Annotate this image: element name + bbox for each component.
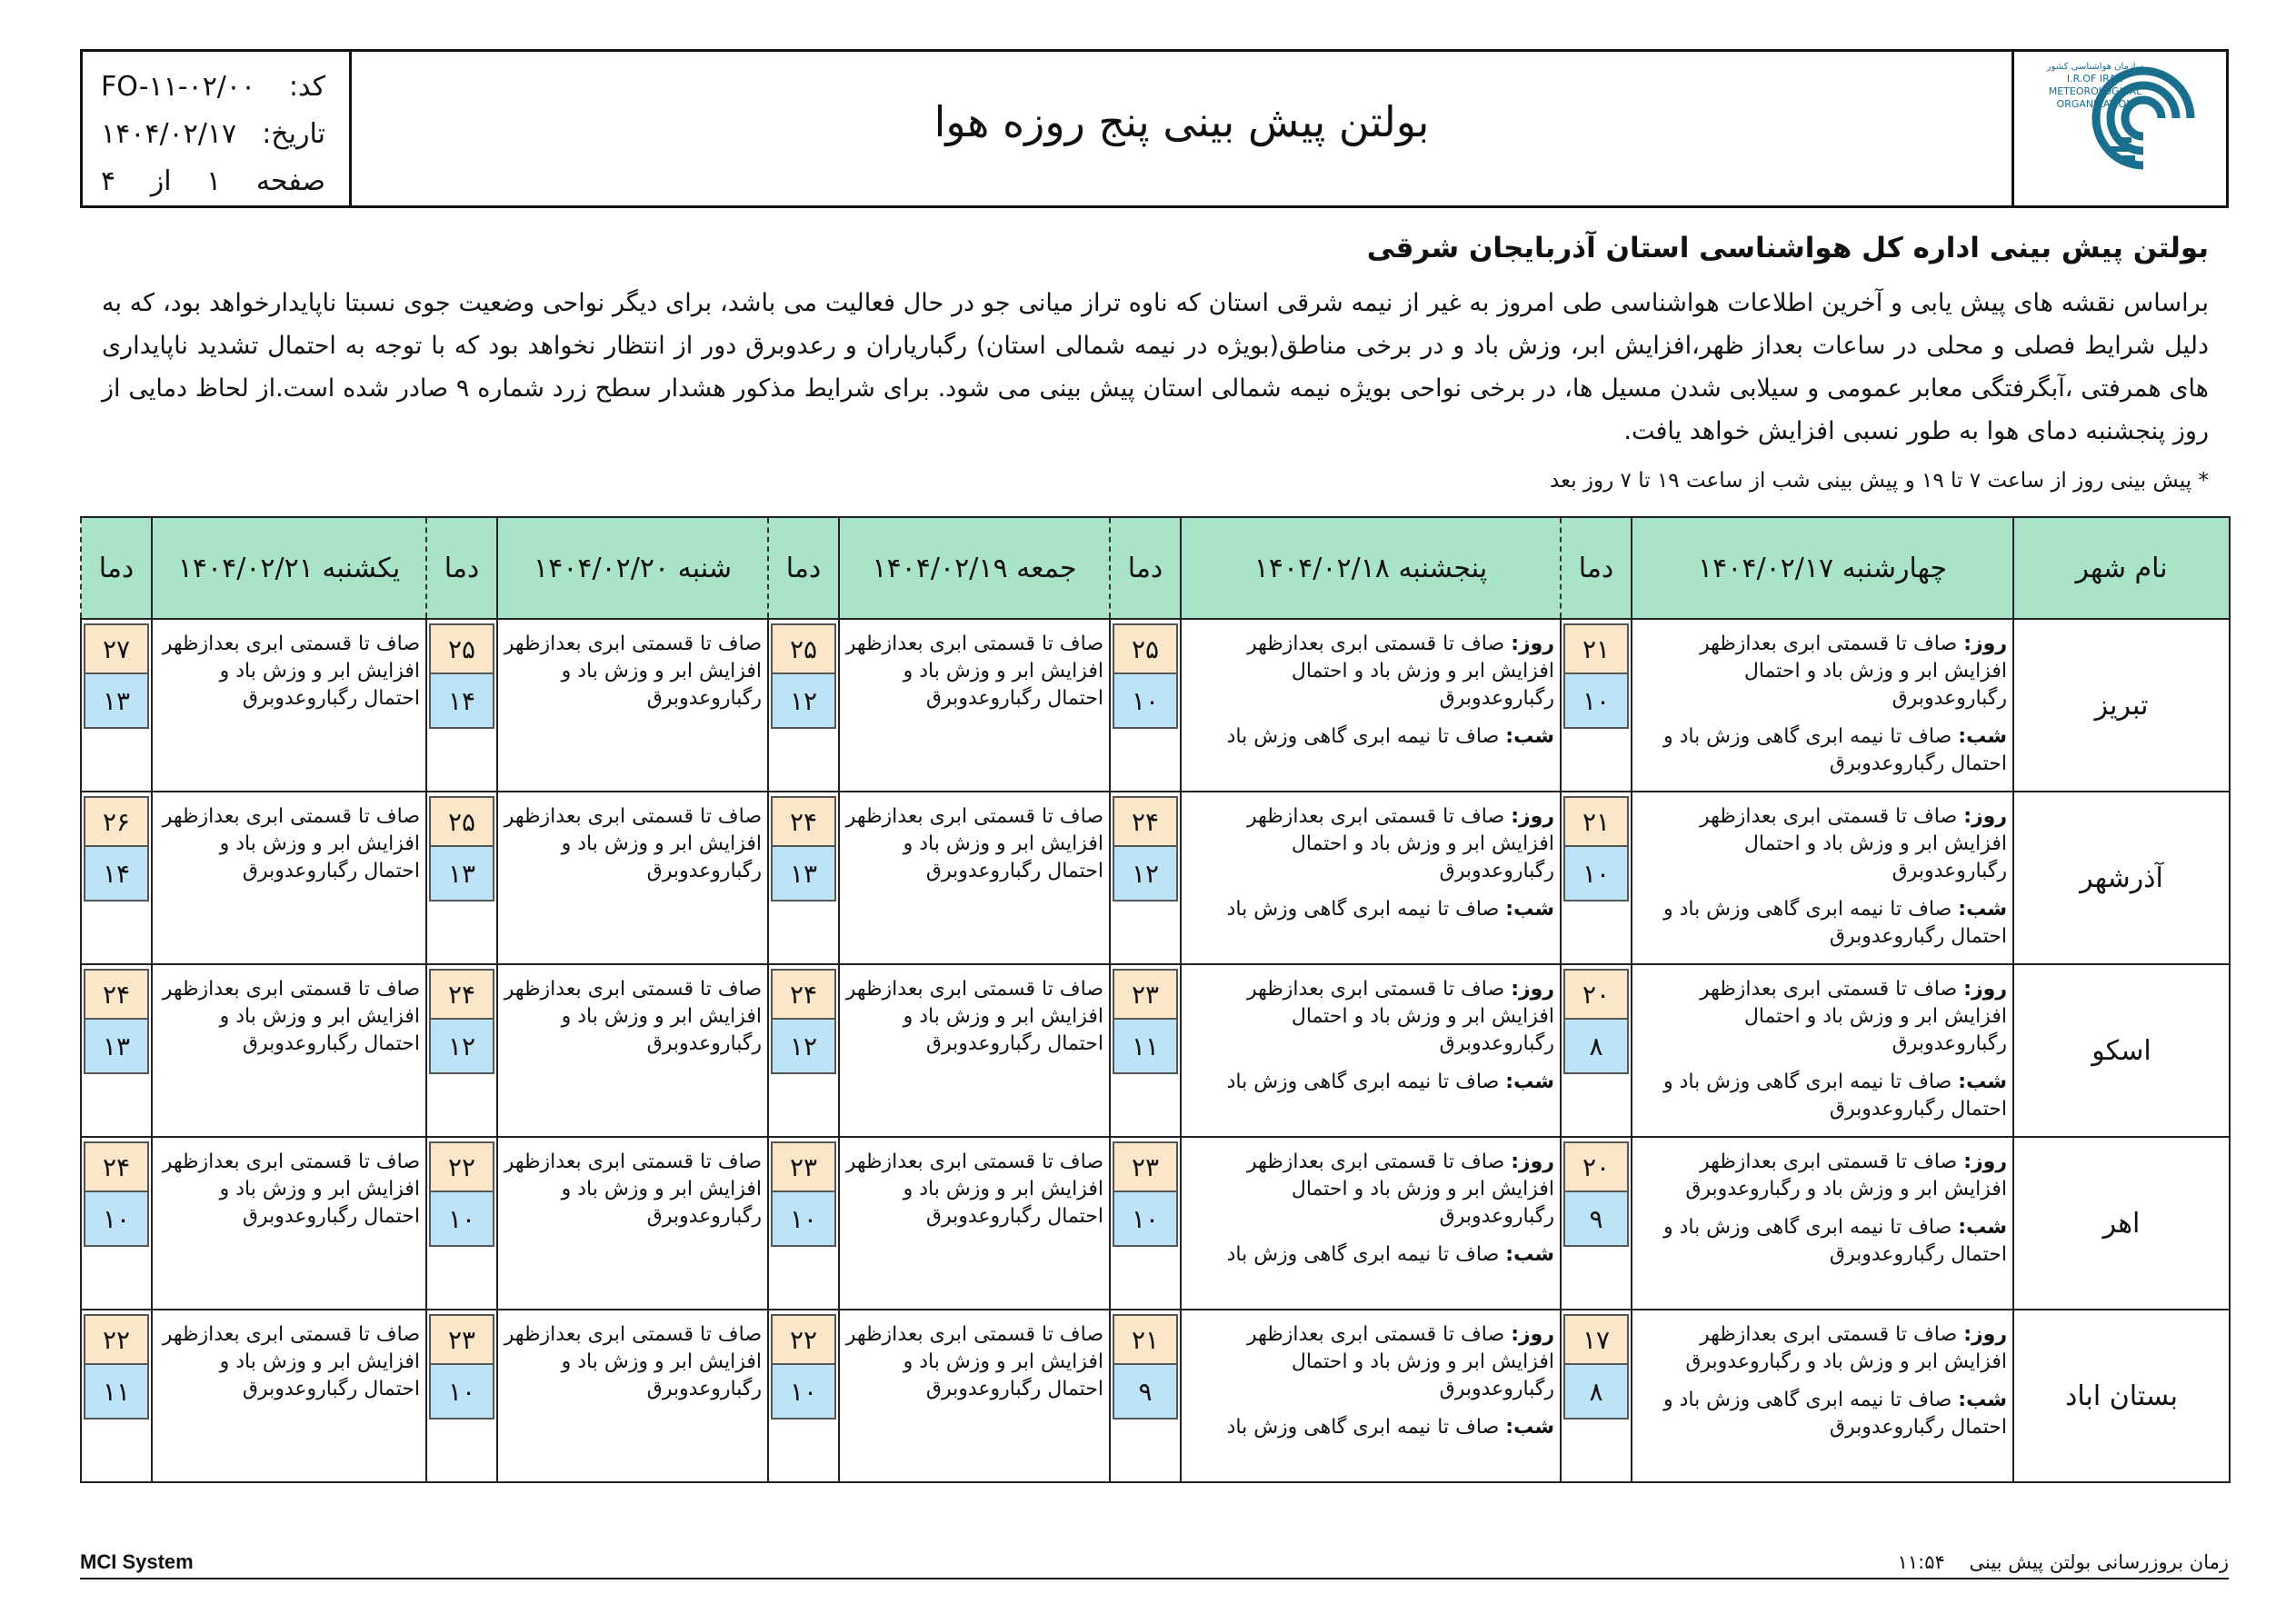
- max-temperature: ۲۷: [84, 623, 149, 674]
- day-forecast-text: صاف تا قسمتی ابری بعدازظهر افزایش ابر و وزش باد و احتمال رگباروعدوبرق: [1699, 805, 2007, 882]
- meteorological-logo-icon: [2030, 56, 2211, 202]
- night-label: شب:: [1958, 1389, 2007, 1411]
- min-temperature: ۸: [1563, 1365, 1629, 1420]
- max-temperature: ۲۵: [429, 623, 494, 674]
- forecast-text: صاف تا قسمتی ابری بعدازظهر افزایش ابر و وزش باد و احتمال رگباروعدوبرق: [162, 1323, 420, 1400]
- night-forecast: [1187, 896, 1554, 923]
- min-temperature: ۱۰: [771, 1192, 836, 1247]
- min-temperature: ۱۳: [84, 674, 149, 729]
- temperature-cell: [81, 619, 152, 792]
- night-forecast-text: صاف تا نیمه ابری گاهی وزش باد و احتمال رگباروعدوبرق: [1662, 1389, 2007, 1439]
- day-label: روز:: [1511, 1151, 1554, 1173]
- forecast-text: صاف تا قسمتی ابری بعدازظهر افزایش ابر و وزش باد و رگباروعدوبرق: [504, 633, 762, 710]
- day-column-header: جمعه ۱۴۰۴/۰۲/۱۹: [839, 517, 1110, 619]
- night-forecast: [1187, 723, 1554, 751]
- forecast-text: صاف تا قسمتی ابری بعدازظهر افزایش ابر و وزش باد و احتمال رگباروعدوبرق: [845, 1323, 1103, 1400]
- forecast-text: صاف تا قسمتی ابری بعدازظهر افزایش ابر و وزش باد و احتمال رگباروعدوبرق: [845, 633, 1103, 710]
- code-value: FO-۱۱-۰۲/۰۰: [101, 70, 256, 103]
- day-label: روز:: [1963, 1323, 2007, 1346]
- night-forecast: [1638, 1069, 2007, 1123]
- min-temperature: ۱۰: [429, 1365, 494, 1420]
- day-forecast-text: صاف تا قسمتی ابری بعدازظهر افزایش ابر و وزش باد و احتمال رگباروعدوبرق: [1699, 633, 2007, 710]
- night-label: شب:: [1958, 1216, 2007, 1239]
- night-label: شب:: [1958, 1071, 2007, 1093]
- temperature-cell: [1561, 1310, 1632, 1482]
- city-name: تبریز: [2013, 619, 2230, 792]
- day-column-header: چهارشنبه ۱۴۰۴/۰۲/۱۷: [1632, 517, 2013, 619]
- temp-column-header: دما: [426, 517, 497, 619]
- max-temperature: ۲۵: [1113, 623, 1178, 674]
- max-temperature: ۲۴: [771, 969, 836, 1020]
- night-forecast-text: صاف تا نیمه ابری گاهی وزش باد و احتمال رگباروعدوبرق: [1662, 1071, 2007, 1121]
- section-title: بولتن پیش بینی اداره کل هواشناسی استان آذربایجان شرقی: [1366, 232, 2209, 264]
- max-temperature: ۲۶: [84, 796, 149, 847]
- max-temperature: ۲۴: [429, 969, 494, 1020]
- max-temperature: ۲۳: [1113, 969, 1178, 1020]
- night-forecast: [1187, 1414, 1554, 1441]
- code-label: کد:: [288, 70, 325, 103]
- table-row: [81, 964, 2230, 1137]
- max-temperature: ۲۵: [771, 623, 836, 674]
- forecast-description: [152, 792, 426, 964]
- max-temperature: ۲۰: [1563, 969, 1629, 1020]
- min-temperature: ۱۱: [1113, 1020, 1178, 1074]
- day-label: روز:: [1963, 633, 2007, 655]
- day-forecast-text: صاف تا قسمتی ابری بعدازظهر افزایش ابر و وزش باد و احتمال رگباروعدوبرق: [1246, 805, 1554, 882]
- min-temperature: ۱۰: [771, 1365, 836, 1420]
- night-forecast: [1638, 896, 2007, 951]
- day-forecast: [1187, 1321, 1554, 1403]
- forecast-text: صاف تا قسمتی ابری بعدازظهر افزایش ابر و وزش باد و احتمال رگباروعدوبرق: [162, 978, 420, 1055]
- forecast-table: [80, 516, 2231, 1483]
- temperature-cell: [768, 1137, 839, 1310]
- forecast-text: صاف تا قسمتی ابری بعدازظهر افزایش ابر و وزش باد و احتمال رگباروعدوبرق: [162, 1151, 420, 1228]
- night-label: شب:: [1505, 1243, 1554, 1266]
- temperature-cell: [768, 964, 839, 1137]
- night-forecast-text: صاف تا نیمه ابری گاهی وزش باد و احتمال رگباروعدوبرق: [1662, 725, 2007, 775]
- forecast-description: [839, 964, 1110, 1137]
- temperature-cell: [81, 1137, 152, 1310]
- temp-column-header: دما: [1561, 517, 1632, 619]
- night-label: شب:: [1958, 725, 2007, 748]
- forecast-text: صاف تا قسمتی ابری بعدازظهر افزایش ابر و وزش باد و رگباروعدوبرق: [504, 978, 762, 1055]
- min-temperature: ۱۴: [84, 847, 149, 902]
- forecast-description: [152, 1137, 426, 1310]
- temperature-cell: [1110, 1137, 1181, 1310]
- day-forecast-text: صاف تا قسمتی ابری بعدازظهر افزایش ابر و وزش باد و احتمال رگباروعدوبرق: [1246, 978, 1554, 1055]
- temp-column-header: دما: [1110, 517, 1181, 619]
- max-temperature: ۲۴: [1113, 796, 1178, 847]
- day-forecast-text: صاف تا قسمتی ابری بعدازظهر افزایش ابر و وزش باد و احتمال رگباروعدوبرق: [1246, 1151, 1554, 1228]
- city-name: بستان اباد: [2013, 1310, 2230, 1482]
- night-label: شب:: [1505, 1071, 1554, 1093]
- page-title: بولتن پیش بینی پنج روزه هوا: [933, 96, 1430, 146]
- table-row: [81, 619, 2230, 792]
- min-temperature: ۱۰: [84, 1192, 149, 1247]
- day-forecast-text: صاف تا قسمتی ابری بعدازظهر افزایش ابر و وزش باد و رگباروعدوبرق: [1685, 1323, 2007, 1373]
- day-column-header: پنجشنبه ۱۴۰۴/۰۲/۱۸: [1181, 517, 1561, 619]
- temperature-cell: [1561, 1137, 1632, 1310]
- forecast-description: [1632, 1137, 2013, 1310]
- min-temperature: ۱۳: [84, 1020, 149, 1074]
- forecast-description: [839, 792, 1110, 964]
- temperature-cell: [81, 1310, 152, 1482]
- forecast-description: [152, 964, 426, 1137]
- temperature-cell: [426, 792, 497, 964]
- temperature-cell: [768, 792, 839, 964]
- forecast-text: صاف تا قسمتی ابری بعدازظهر افزایش ابر و وزش باد و احتمال رگباروعدوبرق: [845, 978, 1103, 1055]
- day-forecast: [1638, 1149, 2007, 1203]
- min-temperature: ۱۳: [771, 847, 836, 902]
- max-temperature: ۲۴: [771, 796, 836, 847]
- min-temperature: ۱۰: [1563, 674, 1629, 729]
- temperature-cell: [1561, 964, 1632, 1137]
- forecast-text: صاف تا قسمتی ابری بعدازظهر افزایش ابر و وزش باد و احتمال رگباروعدوبرق: [162, 805, 420, 882]
- night-label: شب:: [1505, 725, 1554, 748]
- night-forecast-text: صاف تا نیمه ابری گاهی وزش باد: [1226, 898, 1500, 921]
- temperature-cell: [81, 792, 152, 964]
- update-label: زمان بروزرسانی بولتن پیش بینی: [1969, 1551, 2229, 1573]
- page-of: از: [150, 164, 172, 197]
- date-row: [101, 110, 325, 157]
- max-temperature: ۲۴: [84, 969, 149, 1020]
- page-total: ۴: [101, 164, 116, 197]
- update-time: [1898, 1551, 2229, 1573]
- forecast-description: [1181, 1137, 1561, 1310]
- max-temperature: ۲۳: [1113, 1141, 1178, 1192]
- intro-paragraph: براساس نقشه های پیش یابی و آخرین اطلاعات هواشناسی طی امروز به غیر از نیمه شرقی استان که ناوه تراز میانی جو در حال فعالیت می باشد، برای دیگر نواحی وضعیت جوی نسبتا ناپایدارخواهد بود، که به دلیل شرایط فصلی و محلی در ساعات بعداز ظهر،افزایش ابر، وزش باد و در برخی مناطق(بویژه در نیمه شمالی استان) رگباریاران و رعدوبرق دور از انتظار نخواهد بود که با توجه به احتمال تشدید ناپایداری های همرفتی ،آبگرفتگی معابر عمومی و سیلابی شدن مسیل ها، در برخی نواحی بویژه نیمه شمالی استان پیش بینی می شود. برای شرایط مذکور هشدار سطح زرد شماره ۹ صادر شده است.از لحاظ دمایی از روز پنجشنبه دمای هوا به طور نسبی افزایش خواهد یافت.: [102, 289, 2209, 445]
- forecast-text: صاف تا قسمتی ابری بعدازظهر افزایش ابر و وزش باد و رگباروعدوبرق: [504, 805, 762, 882]
- min-temperature: ۱۲: [771, 674, 836, 729]
- max-temperature: ۲۲: [771, 1314, 836, 1365]
- max-temperature: ۲۳: [429, 1314, 494, 1365]
- forecast-description: [497, 964, 768, 1137]
- forecast-description: [497, 1137, 768, 1310]
- max-temperature: ۲۱: [1113, 1314, 1178, 1365]
- page-row: [101, 157, 325, 204]
- forecast-description: [1632, 619, 2013, 792]
- temperature-cell: [426, 1310, 497, 1482]
- min-temperature: ۱۰: [1563, 847, 1629, 902]
- temperature-cell: [1110, 792, 1181, 964]
- min-temperature: ۱۰: [429, 1192, 494, 1247]
- max-temperature: ۱۷: [1563, 1314, 1629, 1365]
- night-forecast: [1187, 1069, 1554, 1096]
- temperature-cell: [426, 1137, 497, 1310]
- day-label: روز:: [1511, 1323, 1554, 1346]
- date-value: ۱۴۰۴/۰۲/۱۷: [101, 117, 237, 150]
- night-forecast: [1638, 1387, 2007, 1441]
- temperature-cell: [81, 964, 152, 1137]
- day-forecast: [1187, 976, 1554, 1058]
- forecast-description: [1181, 792, 1561, 964]
- forecast-description: [152, 1310, 426, 1482]
- day-forecast: [1638, 1321, 2007, 1376]
- min-temperature: ۱۳: [429, 847, 494, 902]
- day-column-header: یکشنبه ۱۴۰۴/۰۲/۲۱: [152, 517, 426, 619]
- day-label: روز:: [1511, 805, 1554, 828]
- min-temperature: ۹: [1113, 1365, 1178, 1420]
- night-label: شب:: [1505, 1416, 1554, 1439]
- temperature-cell: [1110, 1310, 1181, 1482]
- code-row: [101, 63, 325, 110]
- max-temperature: ۲۰: [1563, 1141, 1629, 1192]
- max-temperature: ۲۳: [771, 1141, 836, 1192]
- city-name: اهر: [2013, 1137, 2230, 1310]
- forecast-text: صاف تا قسمتی ابری بعدازظهر افزایش ابر و وزش باد و احتمال رگباروعدوبرق: [845, 1151, 1103, 1228]
- temperature-cell: [426, 619, 497, 792]
- day-label: روز:: [1511, 978, 1554, 1001]
- page-label: صفحه: [255, 164, 325, 197]
- max-temperature: ۲۱: [1563, 623, 1629, 674]
- night-forecast: [1638, 1214, 2007, 1269]
- logo-text-1: I.R.OF IRAN: [2066, 72, 2123, 85]
- day-forecast-text: صاف تا قسمتی ابری بعدازظهر افزایش ابر و وزش باد و احتمال رگباروعدوبرق: [1246, 1323, 1554, 1400]
- temperature-cell: [426, 964, 497, 1137]
- day-forecast-text: صاف تا قسمتی ابری بعدازظهر افزایش ابر و وزش باد و احتمال رگباروعدوبرق: [1699, 978, 2007, 1055]
- day-label: روز:: [1963, 978, 2007, 1001]
- table-row: [81, 1137, 2230, 1310]
- max-temperature: ۲۲: [429, 1141, 494, 1192]
- night-label: شب:: [1505, 898, 1554, 921]
- night-forecast-text: صاف تا نیمه ابری گاهی وزش باد: [1226, 1416, 1500, 1439]
- bulletin-header: [80, 49, 2229, 208]
- table-row: [81, 1310, 2230, 1482]
- temperature-cell: [1561, 792, 1632, 964]
- forecast-description: [497, 792, 768, 964]
- min-temperature: ۱۲: [771, 1020, 836, 1074]
- day-forecast: [1187, 631, 1554, 712]
- logo-text-fa: سازمان هواشناسی کشور: [2046, 61, 2143, 72]
- page-current: ۱: [206, 164, 222, 197]
- night-forecast-text: صاف تا نیمه ابری گاهی وزش باد و احتمال رگباروعدوبرق: [1662, 1216, 2007, 1266]
- table-row: [81, 792, 2230, 964]
- system-name: MCI System: [80, 1550, 194, 1573]
- day-label: روز:: [1963, 1151, 2007, 1173]
- temp-column-header: دما: [768, 517, 839, 619]
- min-temperature: ۹: [1563, 1192, 1629, 1247]
- max-temperature: ۲۱: [1563, 796, 1629, 847]
- min-temperature: ۸: [1563, 1020, 1629, 1074]
- forecast-description: [839, 619, 1110, 792]
- temp-column-header: دما: [81, 517, 152, 619]
- night-label: شب:: [1958, 898, 2007, 921]
- temperature-cell: [768, 1310, 839, 1482]
- min-temperature: ۱۰: [1113, 674, 1178, 729]
- min-temperature: ۱۲: [1113, 847, 1178, 902]
- forecast-description: [1632, 792, 2013, 964]
- city-name: آذرشهر: [2013, 792, 2230, 964]
- temperature-cell: [1110, 619, 1181, 792]
- time-note: * پیش بینی روز از ساعت ۷ تا ۱۹ و پیش بینی شب از ساعت ۱۹ تا ۷ روز بعد: [1550, 469, 2209, 493]
- forecast-text: صاف تا قسمتی ابری بعدازظهر افزایش ابر و وزش باد و احتمال رگباروعدوبرق: [845, 805, 1103, 882]
- day-forecast: [1638, 976, 2007, 1058]
- night-forecast: [1638, 723, 2007, 778]
- table-header-row: [81, 517, 2230, 619]
- day-forecast-text: صاف تا قسمتی ابری بعدازظهر افزایش ابر و وزش باد و احتمال رگباروعدوبرق: [1246, 633, 1554, 710]
- organization-logo: [2011, 52, 2226, 205]
- forecast-description: [497, 1310, 768, 1482]
- day-forecast: [1187, 1149, 1554, 1230]
- forecast-description: [1181, 964, 1561, 1137]
- page-footer: [80, 1547, 2229, 1579]
- forecast-description: [1181, 1310, 1561, 1482]
- forecast-description: [1181, 619, 1561, 792]
- night-forecast-text: صاف تا نیمه ابری گاهی وزش باد: [1226, 1071, 1500, 1093]
- temperature-cell: [768, 619, 839, 792]
- max-temperature: ۲۲: [84, 1314, 149, 1365]
- max-temperature: ۲۴: [84, 1141, 149, 1192]
- day-forecast: [1638, 803, 2007, 885]
- night-forecast-text: صاف تا نیمه ابری گاهی وزش باد: [1226, 725, 1500, 748]
- city-column-header: نام شهر: [2013, 517, 2230, 619]
- day-forecast: [1187, 803, 1554, 885]
- day-column-header: شنبه ۱۴۰۴/۰۲/۲۰: [497, 517, 768, 619]
- logo-text-3: ORGANIZATION: [2056, 97, 2133, 110]
- forecast-text: صاف تا قسمتی ابری بعدازظهر افزایش ابر و وزش باد و رگباروعدوبرق: [504, 1151, 762, 1228]
- max-temperature: ۲۵: [429, 796, 494, 847]
- city-name: اسکو: [2013, 964, 2230, 1137]
- day-forecast: [1638, 631, 2007, 712]
- forecast-description: [839, 1137, 1110, 1310]
- update-time-value: ۱۱:۵۴: [1897, 1551, 1945, 1573]
- min-temperature: ۱۱: [84, 1365, 149, 1420]
- forecast-text: صاف تا قسمتی ابری بعدازظهر افزایش ابر و وزش باد و رگباروعدوبرق: [504, 1323, 762, 1400]
- forecast-text: صاف تا قسمتی ابری بعدازظهر افزایش ابر و وزش باد و احتمال رگباروعدوبرق: [162, 633, 420, 710]
- temperature-cell: [1110, 964, 1181, 1137]
- day-label: روز:: [1963, 805, 2007, 828]
- min-temperature: ۱۲: [429, 1020, 494, 1074]
- forecast-description: [1632, 1310, 2013, 1482]
- document-meta: [83, 52, 352, 205]
- night-forecast-text: صاف تا نیمه ابری گاهی وزش باد: [1226, 1243, 1500, 1266]
- day-label: روز:: [1511, 633, 1554, 655]
- day-forecast-text: صاف تا قسمتی ابری بعدازظهر افزایش ابر و وزش باد و رگباروعدوبرق: [1685, 1151, 2007, 1201]
- forecast-description: [1632, 964, 2013, 1137]
- min-temperature: ۱۴: [429, 674, 494, 729]
- min-temperature: ۱۰: [1113, 1192, 1178, 1247]
- forecast-description: [152, 619, 426, 792]
- temperature-cell: [1561, 619, 1632, 792]
- date-label: تاریخ:: [262, 117, 325, 150]
- night-forecast: [1187, 1241, 1554, 1269]
- forecast-description: [839, 1310, 1110, 1482]
- night-forecast-text: صاف تا نیمه ابری گاهی وزش باد و احتمال رگباروعدوبرق: [1662, 898, 2007, 948]
- logo-text-2: METEOROLOGICAL: [2048, 85, 2141, 97]
- forecast-description: [497, 619, 768, 792]
